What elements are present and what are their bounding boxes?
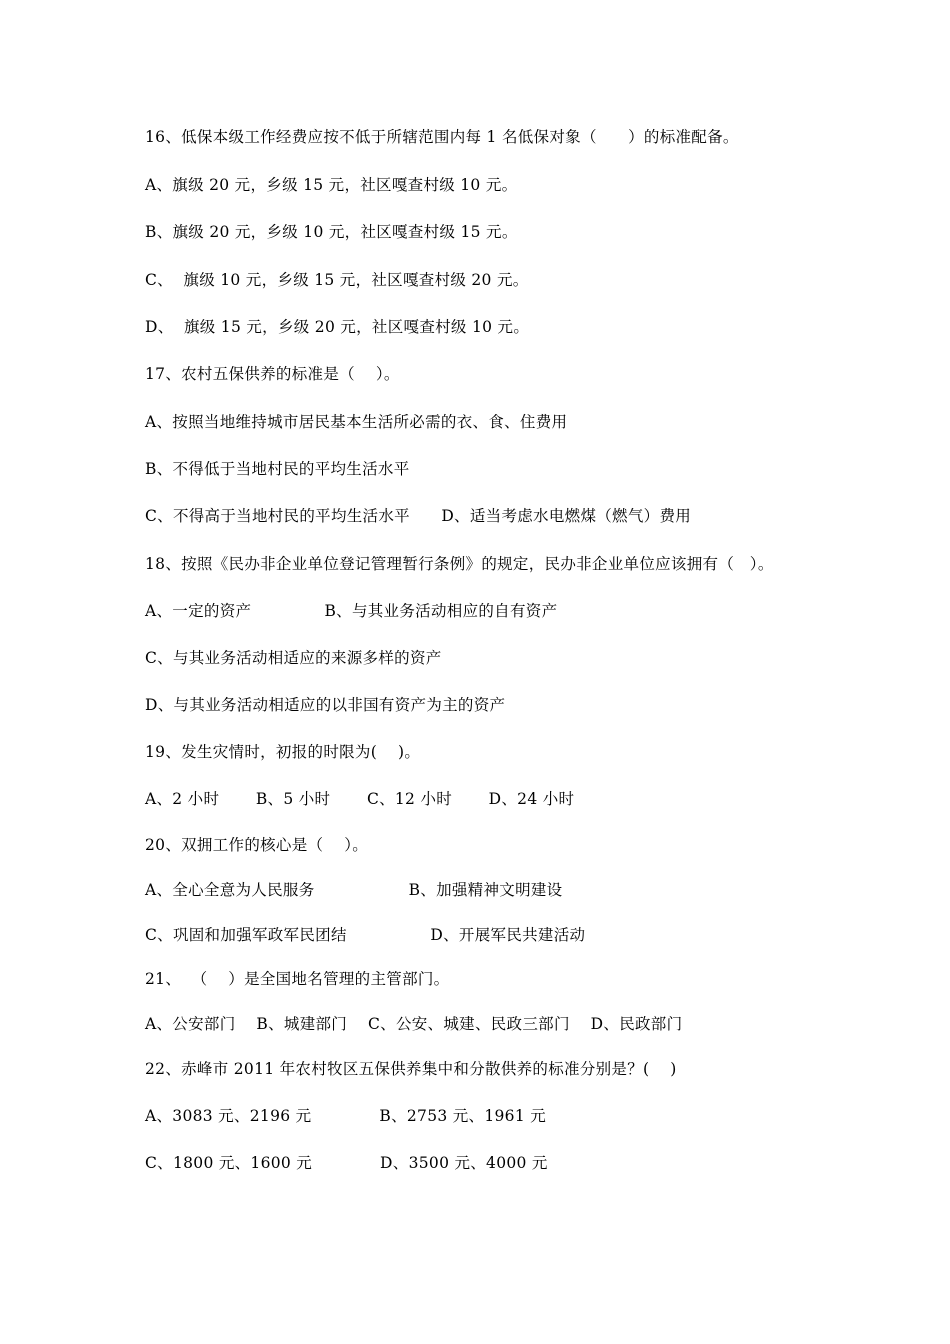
question-20: 20、双拥工作的核心是（ ）。 (145, 836, 369, 854)
question-21: 21、 （ ）是全国地名管理的主管部门。 (145, 970, 450, 988)
option-18-c: C、与其业务活动相适应的来源多样的资产 (145, 649, 442, 667)
option-18-d: D、与其业务活动相适应的以非国有资产为主的资产 (145, 696, 506, 714)
option-19: A、2 小时 B、5 小时 C、12 小时 D、24 小时 (145, 790, 575, 808)
option-18-ab: A、一定的资产 B、与其业务活动相应的自有资产 (145, 602, 558, 620)
option-20-ab: A、全心全意为人民服务 B、加强精神文明建设 (145, 881, 563, 899)
option-17-b: B、不得低于当地村民的平均生活水平 (145, 460, 410, 478)
option-16-c: C、 旗级 10 元，乡级 15 元，社区嘎查村级 20 元。 (145, 271, 529, 289)
option-16-b: B、旗级 20 元，乡级 10 元，社区嘎查村级 15 元。 (145, 223, 518, 241)
option-17-a: A、按照当地维持城市居民基本生活所必需的衣、食、住费用 (145, 413, 568, 431)
option-16-a: A、旗级 20 元，乡级 15 元，社区嘎查村级 10 元。 (145, 176, 518, 194)
question-22: 22、赤峰市 2011 年农村牧区五保供养集中和分散供养的标准分别是？( ) (145, 1060, 677, 1078)
option-17-cd: C、不得高于当地村民的平均生活水平 D、适当考虑水电燃煤（燃气）费用 (145, 507, 692, 525)
option-21: A、公安部门 B、城建部门 C、公安、城建、民政三部门 D、民政部门 (145, 1015, 683, 1033)
option-22-ab: A、3083 元、2196 元 B、2753 元、1961 元 (145, 1107, 547, 1125)
question-19: 19、发生灾情时，初报的时限为( )。 (145, 743, 421, 761)
option-16-d: D、 旗级 15 元，乡级 20 元，社区嘎查村级 10 元。 (145, 318, 530, 336)
question-17: 17、农村五保供养的标准是（ ）。 (145, 365, 400, 383)
option-22-cd: C、1800 元、1600 元 D、3500 元、4000 元 (145, 1154, 548, 1172)
option-20-cd: C、巩固和加强军政军民团结 D、开展军民共建活动 (145, 926, 586, 944)
question-16: 16、低保本级工作经费应按不低于所辖范围内每 1 名低保对象（ ）的标准配备。 (145, 128, 739, 146)
question-18: 18、按照《民办非企业单位登记管理暂行条例》的规定，民办非企业单位应该拥有（ ）。 (145, 555, 774, 573)
